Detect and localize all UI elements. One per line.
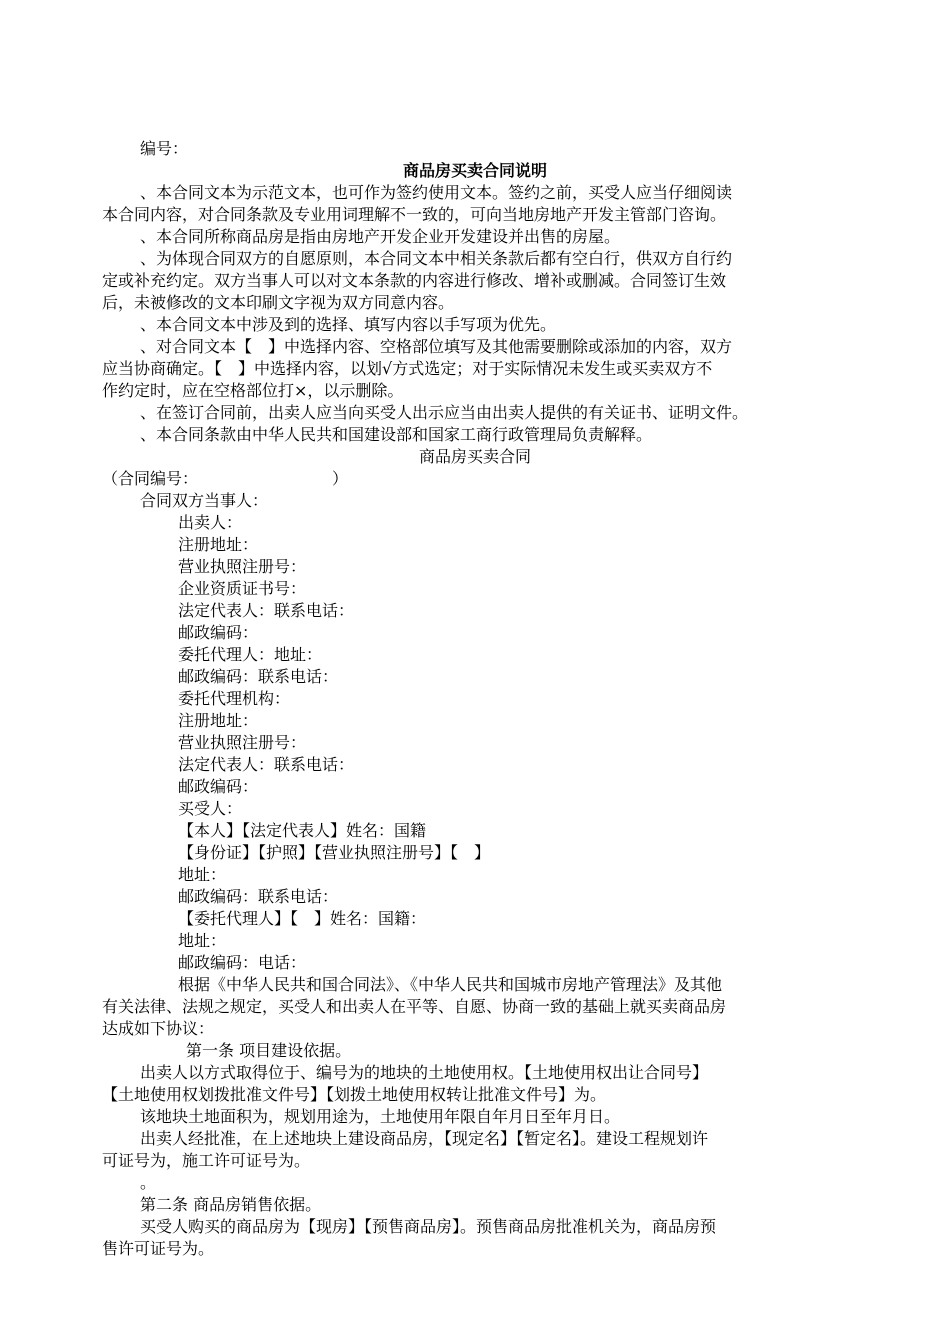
explanation-p1-line1: 、本合同文本为示范文本，也可作为签约使用文本。签约之前，买受人应当仔细阅读 [140, 183, 733, 202]
field-buyer: 买受人： [178, 799, 243, 818]
article-1-p2: 该地块土地面积为，规划用途为，土地使用年限自年月日至年月日。 [140, 1107, 621, 1126]
article-1-p1-line1: 出卖人以方式取得位于、编号为的地块的土地使用权。【土地使用权出让合同号】 [140, 1063, 709, 1082]
explanation-p5-line2: 应当协商确定。【 】中选择内容，以划√方式选定；对于实际情况未发生或买卖双方不 [102, 359, 713, 378]
article-2-p1-line2: 售许可证号为。 [102, 1239, 215, 1258]
field-seller-agent-postcode: 邮政编码：联系电话： [178, 667, 339, 686]
article-1-p3-line2: 可证号为，施工许可证号为。 [102, 1151, 311, 1170]
field-agency-postcode: 邮政编码： [178, 777, 259, 796]
serial-number-label: 编号： [140, 139, 189, 158]
field-seller: 出卖人： [178, 513, 243, 532]
field-buyer-agent-address: 地址： [178, 931, 227, 950]
explanation-p5-line3: 作约定时，应在空格部位打×，以示删除。 [102, 381, 404, 400]
field-seller-qualification: 企业资质证书号： [178, 579, 307, 598]
article-1-dot: 。 [140, 1173, 157, 1192]
explanation-title: 商品房买卖合同说明 [402, 161, 547, 180]
contract-number-close: ） [332, 469, 349, 488]
field-buyer-name: 【本人】【法定代表人】姓名：国籍 [178, 821, 427, 840]
parties-label: 合同双方当事人： [140, 491, 269, 510]
field-seller-license: 营业执照注册号： [178, 557, 307, 576]
contract-title: 商品房买卖合同 [418, 447, 531, 466]
field-agency-representative: 法定代表人：联系电话： [178, 755, 355, 774]
article-2-p1-line1: 买受人购买的商品房为【现房】【预售商品房】。预售商品房批准机关为，商品房预 [140, 1217, 717, 1236]
field-buyer-postcode: 邮政编码：联系电话： [178, 887, 339, 906]
field-seller-address: 注册地址： [178, 535, 259, 554]
explanation-p7: 、本合同条款由中华人民共和国建设部和国家工商行政管理局负责解释。 [140, 425, 653, 444]
explanation-p2: 、本合同所称商品房是指由房地产开发企业开发建设并出售的房屋。 [140, 227, 621, 246]
basis-line2: 有关法律、法规之规定，买受人和出卖人在平等、自愿、协商一致的基础上就买卖商品房 [102, 997, 727, 1016]
field-buyer-id: 【身份证】【护照】【营业执照注册号】【 】 [178, 843, 491, 862]
explanation-p3-line2: 定或补充约定。双方当事人可以对文本条款的内容进行修改、增补或删减。合同签订生效 [102, 271, 727, 290]
basis-line3: 达成如下协议： [102, 1019, 215, 1038]
contract-number-open: （合同编号： [102, 469, 199, 488]
article-1-p3-line1: 出卖人经批准，在上述地块上建设商品房，【现定名】【暂定名】。建设工程规划许 [140, 1129, 709, 1148]
article-1-title: 第一条 项目建设依据。 [186, 1041, 352, 1060]
field-buyer-agent: 【委托代理人】【 】姓名：国籍： [178, 909, 427, 928]
explanation-p1-line2: 本合同内容，对合同条款及专业用词理解不一致的，可向当地房地产开发主管部门咨询。 [102, 205, 727, 224]
field-seller-representative: 法定代表人：联系电话： [178, 601, 355, 620]
explanation-p5-line1: 、对合同文本【 】中选择内容、空格部位填写及其他需要删除或添加的内容，双方 [140, 337, 733, 356]
field-seller-agent: 委托代理人：地址： [178, 645, 323, 664]
article-2-title: 第二条 商品房销售依据。 [140, 1195, 322, 1214]
field-agency-license: 营业执照注册号： [178, 733, 307, 752]
field-seller-postcode: 邮政编码： [178, 623, 259, 642]
explanation-p4: 、本合同文本中涉及到的选择、填写内容以手写项为优先。 [140, 315, 557, 334]
field-buyer-agent-postcode: 邮政编码：电话： [178, 953, 307, 972]
explanation-p6: 、在签订合同前，出卖人应当向买受人出示应当由出卖人提供的有关证书、证明文件。 [140, 403, 749, 422]
basis-line1: 根据《中华人民共和国合同法》、《中华人民共和国城市房地产管理法》及其他 [178, 975, 723, 994]
field-agency: 委托代理机构： [178, 689, 291, 708]
article-1-p1-line2: 【土地使用权划拨批准文件号】【划拨土地使用权转让批准文件号】为。 [102, 1085, 607, 1104]
field-agency-address: 注册地址： [178, 711, 259, 730]
field-buyer-address: 地址： [178, 865, 227, 884]
explanation-p3-line1: 、为体现合同双方的自愿原则，本合同文本中相关条款后都有空白行，供双方自行约 [140, 249, 733, 268]
explanation-p3-line3: 后，未被修改的文本印刷文字视为双方同意内容。 [102, 293, 455, 312]
